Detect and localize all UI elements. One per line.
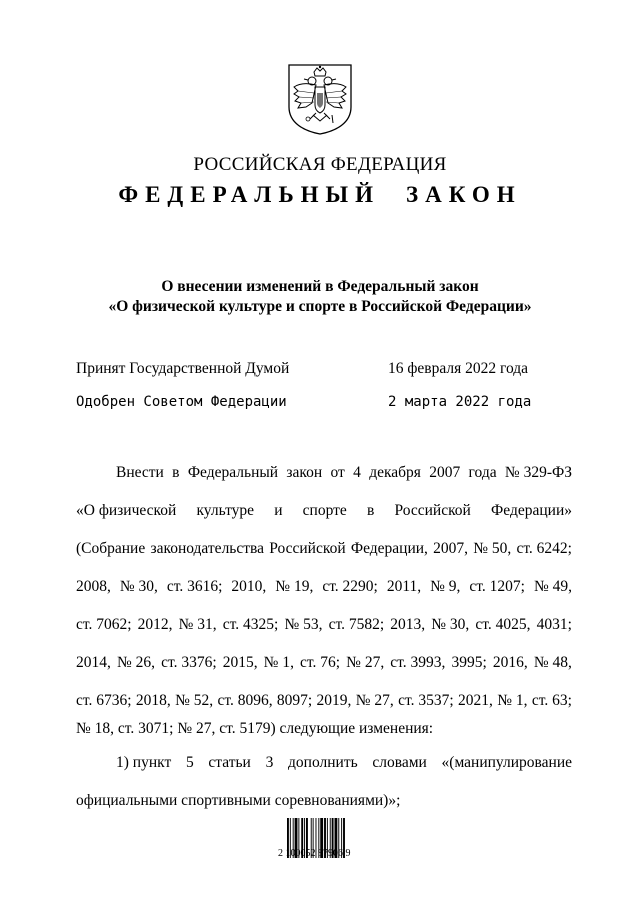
body-word: ст. 6736;	[76, 692, 132, 709]
body-word: от	[330, 464, 345, 481]
body-word: № 1,	[497, 692, 528, 709]
body-word: № 9,	[430, 578, 461, 595]
document-type-word-2: ЗАКОН	[406, 182, 522, 207]
body-word: № 27,	[355, 692, 394, 709]
body-word: ст. 3537;	[398, 692, 454, 709]
body-word: 2010,	[231, 578, 267, 595]
body-word: ст. 4325;	[222, 616, 279, 633]
body-word: в	[366, 502, 375, 519]
body-word: Федеральный	[187, 464, 279, 481]
duma-date: 16 февраля 2022 года	[388, 360, 529, 377]
body-word: 3995;	[451, 654, 487, 671]
body-word: 4	[353, 464, 361, 481]
body-word: ст. 2290;	[322, 578, 378, 595]
body-word: № 1,	[263, 654, 294, 671]
body-word: Внести	[116, 464, 164, 481]
body-word: официальными спортивными соревнованиями)»;	[76, 792, 401, 809]
body-word: 2012,	[137, 616, 173, 633]
body-word: № 50,	[473, 540, 512, 557]
country-name: РОССИЙСКАЯ ФЕДЕРАЦИЯ	[193, 154, 447, 175]
body-line	[76, 792, 572, 812]
body-word: в	[172, 464, 180, 481]
body-word: дополнить	[288, 754, 358, 771]
document-type	[0, 182, 640, 208]
body-word: 8097;	[276, 692, 313, 709]
body-word: (Собрание	[76, 540, 146, 557]
law-title	[0, 277, 640, 317]
body-word: спорте	[302, 502, 347, 519]
body-word: № 49,	[533, 578, 572, 595]
body-word: № 26,	[116, 654, 155, 671]
body-word: словами	[372, 754, 427, 771]
body-word: № 48,	[533, 654, 572, 671]
body-word: 2008,	[76, 578, 111, 595]
body-word: 2021,	[458, 692, 493, 709]
body-word: 2015,	[222, 654, 258, 671]
body-word: ст. 3376;	[161, 654, 217, 671]
body-word: и	[274, 502, 283, 519]
council-date: 2 марта 2022 года	[388, 394, 532, 410]
body-word: 2007	[429, 464, 461, 481]
body-line	[76, 754, 572, 774]
body-word: законодательства	[150, 540, 265, 557]
body-word: № 30,	[431, 616, 470, 633]
body-line	[76, 540, 572, 560]
body-word: № 52,	[175, 692, 214, 709]
body-word: № 31,	[178, 616, 217, 633]
body-word: 2016,	[492, 654, 528, 671]
law-title-line-1: О внесении изменений в Федеральный закон	[161, 278, 479, 295]
body-line	[76, 578, 572, 598]
body-word: ст. 63;	[531, 692, 572, 709]
coat-of-arms-emblem	[286, 63, 354, 135]
body-word: 2013,	[390, 616, 426, 633]
body-word: 2011,	[386, 578, 422, 595]
body-word: № 27,	[346, 654, 385, 671]
body-word: Российской	[269, 540, 346, 557]
body-line	[76, 654, 572, 674]
body-word: статьи	[208, 754, 251, 771]
body-word: Федерации,	[350, 540, 428, 557]
body-word: 3	[265, 754, 274, 771]
body-word: 2019,	[316, 692, 352, 709]
law-title-line-2: «О физической культуре и спорте в Российской Федерации»	[108, 298, 532, 315]
body-word: «(манипулирование	[441, 754, 572, 771]
body-word: ст. 1207;	[469, 578, 525, 595]
body-word: 5	[185, 754, 194, 771]
body-word: «О физической	[76, 502, 177, 519]
body-word: Федерации»	[491, 502, 572, 519]
body-word: 1) пункт	[116, 754, 172, 771]
council-label: Одобрен Советом Федерации	[76, 394, 287, 410]
body-word: ст. 6242;	[516, 540, 572, 557]
body-word: 2014,	[76, 654, 111, 671]
body-word: № 18, ст. 3071; № 27, ст. 5179) следующие изменения:	[76, 720, 434, 737]
body-word: № 19,	[275, 578, 314, 595]
body-word: ст. 3993,	[390, 654, 446, 671]
barcode-number: 2 100052 97906 9	[278, 848, 351, 859]
document-type-word-1: ФЕДЕРАЛЬНЫЙ	[118, 182, 381, 207]
body-word: ст. 7062;	[76, 616, 132, 633]
body-line	[76, 692, 572, 712]
body-word: закон	[286, 464, 323, 481]
body-word: ст. 8096,	[217, 692, 273, 709]
body-word: ст. 3616;	[166, 578, 223, 595]
body-word: культуре	[196, 502, 255, 519]
body-word: 4031;	[536, 616, 572, 633]
body-line	[76, 720, 572, 740]
body-word: ст. 76;	[300, 654, 341, 671]
body-word: ст. 7582;	[328, 616, 385, 633]
body-line	[76, 502, 572, 522]
body-word: Российской	[394, 502, 471, 519]
body-word: 2018,	[135, 692, 171, 709]
body-word: № 53,	[284, 616, 323, 633]
duma-label: Принят Государственной Думой	[76, 360, 290, 377]
body-word: № 30,	[119, 578, 158, 595]
body-word: № 329-ФЗ	[504, 464, 572, 481]
body-word: 2007,	[433, 540, 468, 557]
body-word: декабря	[369, 464, 421, 481]
body-line	[76, 616, 572, 636]
body-word: года	[468, 464, 497, 481]
body-word: ст. 4025,	[475, 616, 531, 633]
body-line	[76, 464, 572, 484]
